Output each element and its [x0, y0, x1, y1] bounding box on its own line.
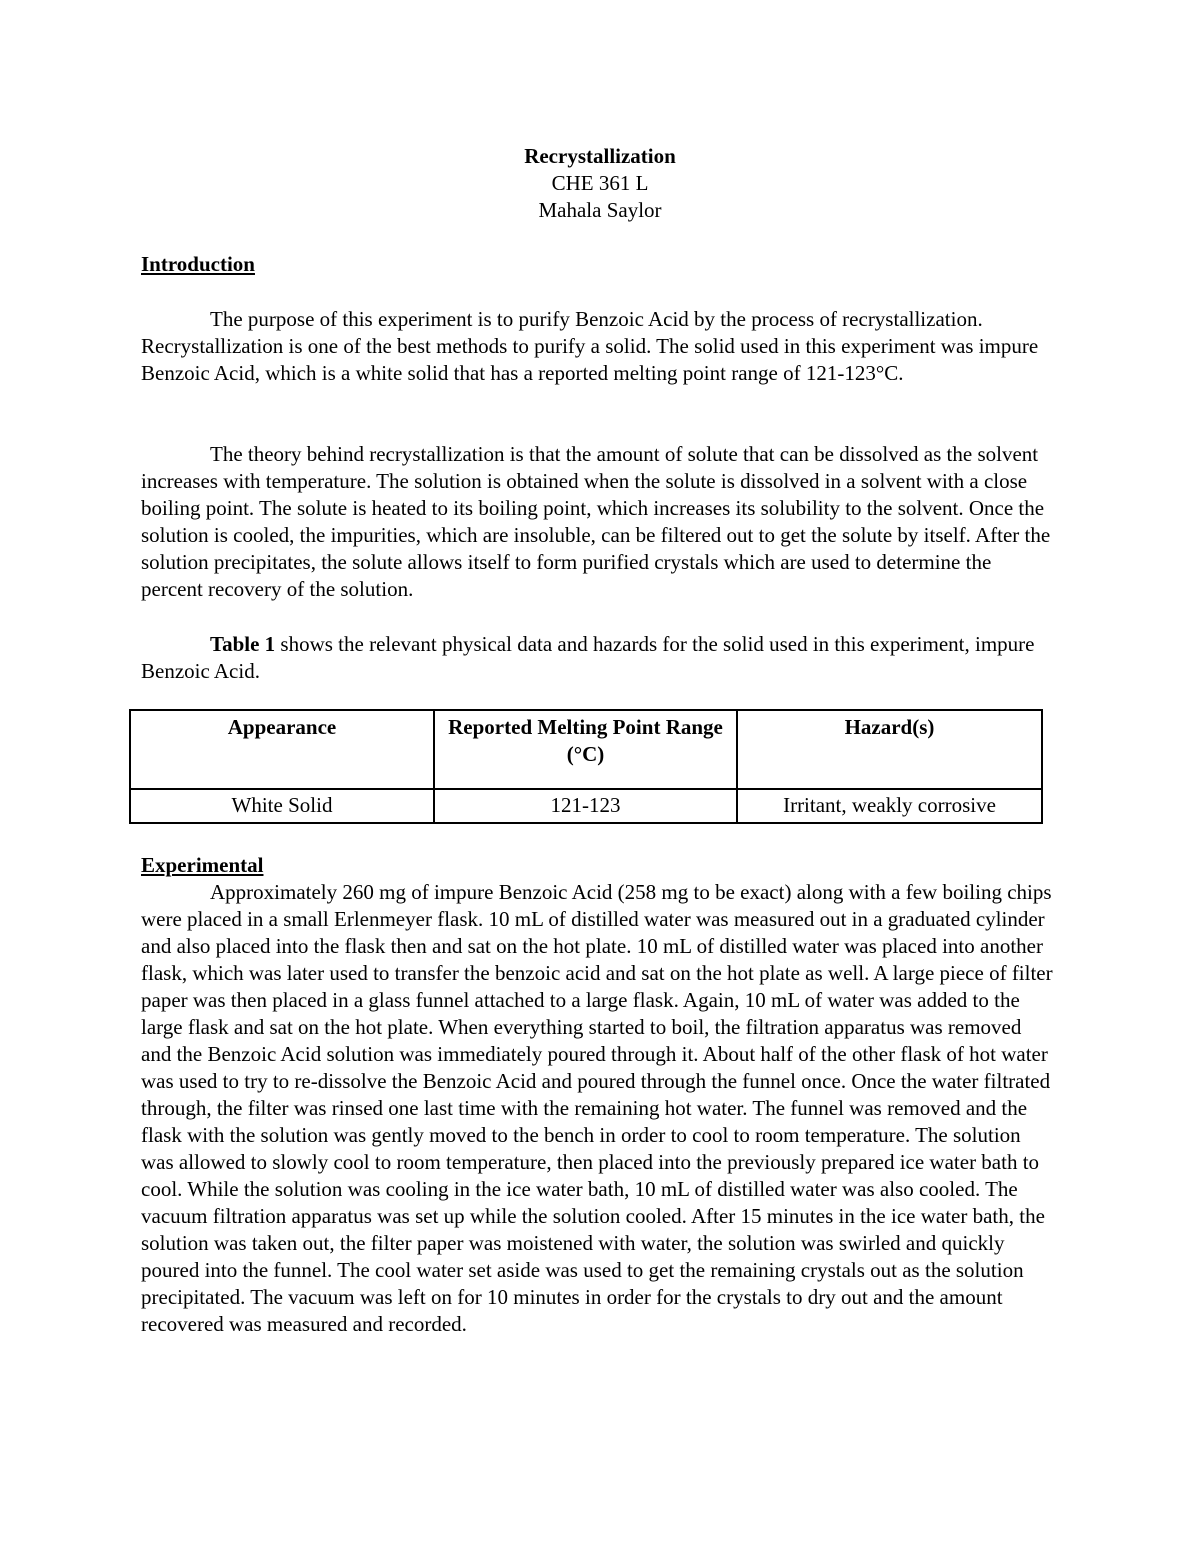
table-reference-label: Table 1 — [210, 632, 276, 656]
author-name: Mahala Saylor — [538, 198, 662, 222]
table-header-row — [130, 710, 1042, 789]
course-code: CHE 361 L — [551, 171, 649, 195]
table-cell: White Solid — [130, 789, 434, 823]
experimental-paragraph: Approximately 260 mg of impure Benzoic Acid (258 mg to be exact) along with a few boiling chips were placed in a small Erlenmeyer flask. 10 mL of distilled water was measured out in a graduated cylinder and also placed into the flask then and sat on the hot plate. 10 mL of distilled water was placed into another flask, which was later used to transfer the benzoic acid and sat on the hot plate as well. A large piece of filter paper was then placed in a glass funnel attached to a large flask. Again, 10 mL of water was added to the large flask and sat on the hot plate. When everything started to boil, the filtration apparatus was removed and the Benzoic Acid solution was immediately poured through it. About half of the other flask of hot water was used to try to re-dissolve the Benzoic Acid and poured through the funnel once. Once the water filtrated through, the filter was rinsed one last time with the remaining hot water. The funnel was removed and the flask with the solution was gently moved to the bench in order to cool to room temperature. The solution was allowed to slowly cool to room temperature, then placed into the previously prepared ice water bath to cool. While the solution was cooling in the ice water bath, 10 mL of distilled water was also cooled. The vacuum filtration apparatus was set up while the solution cooled. After 15 minutes in the ice water bath, the solution was taken out, the filter paper was moistened with water, the solution was swirled and quickly poured into the funnel. The cool water set aside was used to get the remaining crystals out as the solution precipitated. The vacuum was left on for 10 minutes in order for the crystals to dry out and the amount recovered was measured and recorded. — [141, 880, 1053, 1336]
table-row — [130, 789, 1042, 823]
introduction-paragraph-2: The theory behind recrystallization is that the amount of solute that can be dissolved as the solvent increases with temperature. The solution is obtained when the solute is dissolved in a solvent with a close boiling point. The solute is heated to its boiling point, which increases its solubility to the solvent. Once the solution is cooled, the impurities, which are insoluble, can be filtered out to get the solute by itself. After the solution precipitates, the solute allows itself to form purified crystals which are used to determine the percent recovery of the solution. — [141, 442, 1051, 601]
table-reference-paragraph — [141, 631, 1056, 685]
table-header-cell: Appearance — [130, 710, 434, 789]
document-title: Recrystallization — [524, 144, 676, 168]
table-reference-text: shows the relevant physical data and hazards for the solid used in this experiment, impure Benzoic Acid. — [141, 632, 1035, 683]
table-cell: Irritant, weakly corrosive — [737, 789, 1042, 823]
table-cell: 121-123 — [434, 789, 737, 823]
introduction-heading: Introduction — [141, 252, 255, 276]
experimental-heading: Experimental — [141, 853, 264, 877]
introduction-paragraph-1: The purpose of this experiment is to purify Benzoic Acid by the process of recrystallization. Recrystallization is one of the best methods to purify a solid. The solid used in this experiment was impure Benzoic Acid, which is a white solid that has a reported melting point range of 121-123°C. — [141, 307, 1039, 385]
table-header-cell: Reported Melting Point Range (°C) — [434, 710, 737, 789]
table-header-cell: Hazard(s) — [737, 710, 1042, 789]
physical-data-table — [129, 709, 1043, 824]
